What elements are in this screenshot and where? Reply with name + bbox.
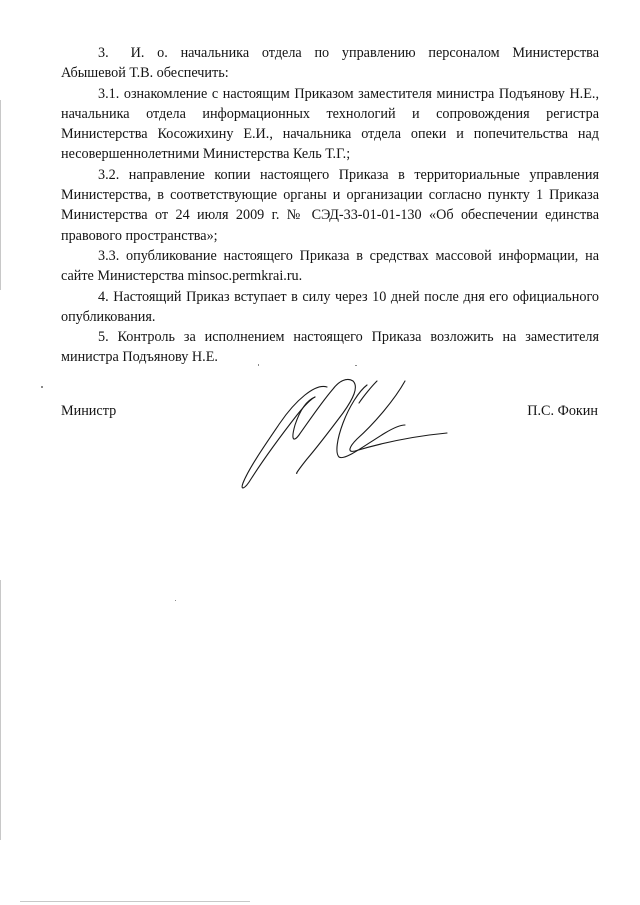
item-3-number: 3. bbox=[98, 45, 109, 61]
scan-edge-mark bbox=[20, 901, 250, 902]
handwritten-signature bbox=[235, 373, 450, 498]
scan-speck bbox=[258, 364, 259, 366]
signature-stroke-2 bbox=[293, 379, 355, 473]
order-body bbox=[61, 43, 599, 368]
signature-stroke-1 bbox=[242, 386, 327, 487]
item-3-2: 3.2. направление копии настоящего Приказа в территориальные управления Министерства, в соответствующие органы и организации согласно пункту 1 Приказа Министерства от 24 июля 2009 г. № СЭД-33-01-01-130 «Об обеспечении единства правового пространства»; bbox=[61, 166, 599, 244]
item-3-1: 3.1. ознакомление с настоящим Приказом заместителя министра Подъянову Н.Е., начальника отдела информационных технологий и сопровождения регистра Министерства Косожихину Е.И., начальника отдела опеки и попечительства над несовершеннолетними Министерства Кель Т.Г.; bbox=[61, 85, 599, 163]
signature-stroke-4 bbox=[350, 381, 447, 451]
scan-edge-mark bbox=[0, 580, 1, 840]
scan-speck bbox=[355, 365, 357, 366]
item-3-text: И. о. начальника отдела по управлению персоналом Министерства Абышевой Т.В. обеспечить: bbox=[61, 45, 599, 82]
signer-name: П.С. Фокин bbox=[527, 403, 598, 419]
scan-edge-mark bbox=[0, 100, 1, 290]
scan-speck bbox=[41, 386, 43, 388]
item-3-3: 3.3. опубликование настоящего Приказа в средствах массовой информации, на сайте Министерства minsoc.permkrai.ru. bbox=[61, 247, 599, 285]
position-title: Министр bbox=[61, 403, 117, 419]
item-3 bbox=[61, 43, 599, 84]
item-5: 5. Контроль за исполнением настоящего Приказа возложить на заместителя министра Подъянову Н.Е. bbox=[61, 329, 599, 366]
signature-stroke-5 bbox=[359, 381, 377, 403]
item-4: 4. Настоящий Приказ вступает в силу через 10 дней после дня его официального опубликования. bbox=[61, 288, 599, 325]
scan-speck bbox=[175, 600, 176, 601]
